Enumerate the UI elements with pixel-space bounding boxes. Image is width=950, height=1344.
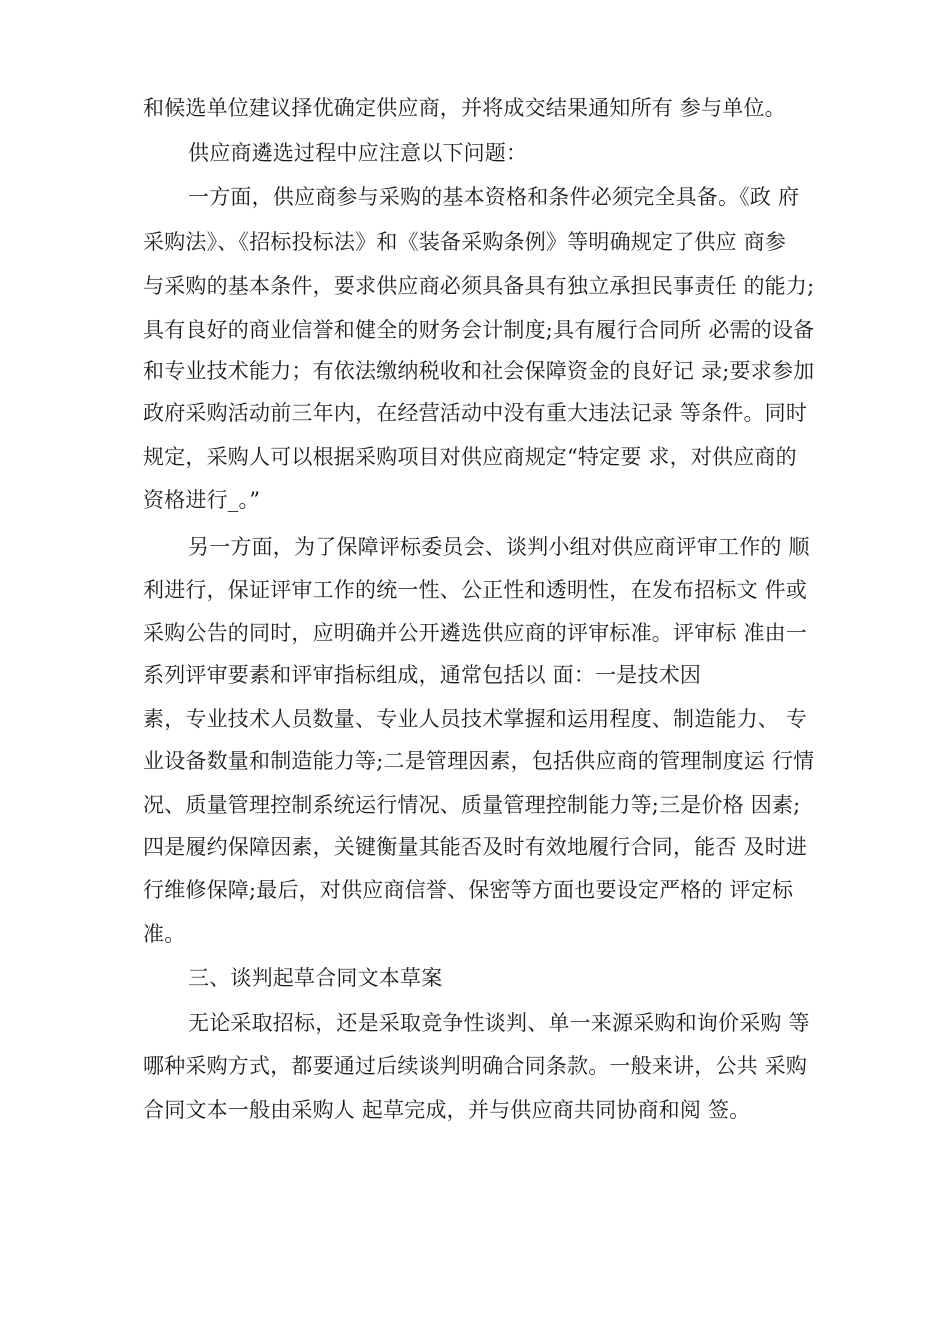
- text-line: 况、质量管理控制系统运行情况、质量管理控制能力等;三是价格 因素;: [143, 793, 801, 817]
- text-line: 一方面，供应商参与采购的基本资格和条件必须完全具备。《政 府: [188, 185, 800, 209]
- text-line: 素，专业技术人员数量、专业人员技术掌握和运用程度、制造能力、 专: [143, 707, 808, 731]
- text-line: 和候选单位建议择优确定供应商，并将成交结果通知所有 参与单位。: [143, 96, 786, 120]
- text-line: 采购公告的同时，应明确并公开遴选供应商的评审标准。评审标 准由一: [143, 621, 808, 645]
- text-line: 无论采取招标，还是采取竞争性谈判、单一来源采购和询价采购 等: [188, 1011, 810, 1035]
- text-line: 系列评审要素和评审指标组成，通常包括以 面：一是技术因: [143, 663, 702, 687]
- text-line: 另一方面，为了保障评标委员会、谈判小组对供应商评审工作的 顺: [188, 535, 810, 559]
- text-line: 与采购的基本条件，要求供应商必须具备具有独立承担民事责任 的能力;: [143, 274, 815, 298]
- text-line: 四是履约保障因素，关键衡量其能否及时有效地履行合同，能否 及时进: [143, 835, 808, 859]
- text-line: 规定，采购人可以根据采购项目对供应商规定“特定要 求，对供应商的: [143, 445, 797, 469]
- section-heading: 三、谈判起草合同文本草案: [188, 966, 443, 990]
- text-line: 哪种采购方式，都要通过后续谈判明确合同条款。一般来讲，公共 采购: [143, 1054, 808, 1078]
- text-line: 资格进行_。”: [143, 488, 261, 512]
- text-line: 业设备数量和制造能力等;二是管理因素，包括供应商的管理制度运 行情: [143, 749, 815, 773]
- text-line: 采购法》、《招标投标法》和《装备采购条例》等明确规定了供应 商参: [143, 230, 787, 254]
- text-line: 合同文本一般由采购人 起草完成，并与供应商共同协商和阅 签。: [143, 1098, 751, 1122]
- text-line: 行维修保障;最后，对供应商信誉、保密等方面也要设定严格的 评定标: [143, 878, 794, 902]
- text-line: 利进行，保证评审工作的统一性、公正性和透明性，在发布招标文 件或: [143, 578, 808, 602]
- text-line: 准。: [143, 922, 186, 946]
- text-line: 和专业技术能力；有依法缴纳税收和社会保障资金的良好记 录;要求参加: [143, 359, 815, 383]
- text-line: 政府采购活动前三年内，在经营活动中没有重大违法记录 等条件。同时: [143, 401, 808, 425]
- text-line: 具有良好的商业信誉和健全的财务会计制度;具有履行合同所 必需的设备: [143, 318, 815, 342]
- text-line: 供应商遴选过程中应注意以下问题：: [188, 141, 528, 165]
